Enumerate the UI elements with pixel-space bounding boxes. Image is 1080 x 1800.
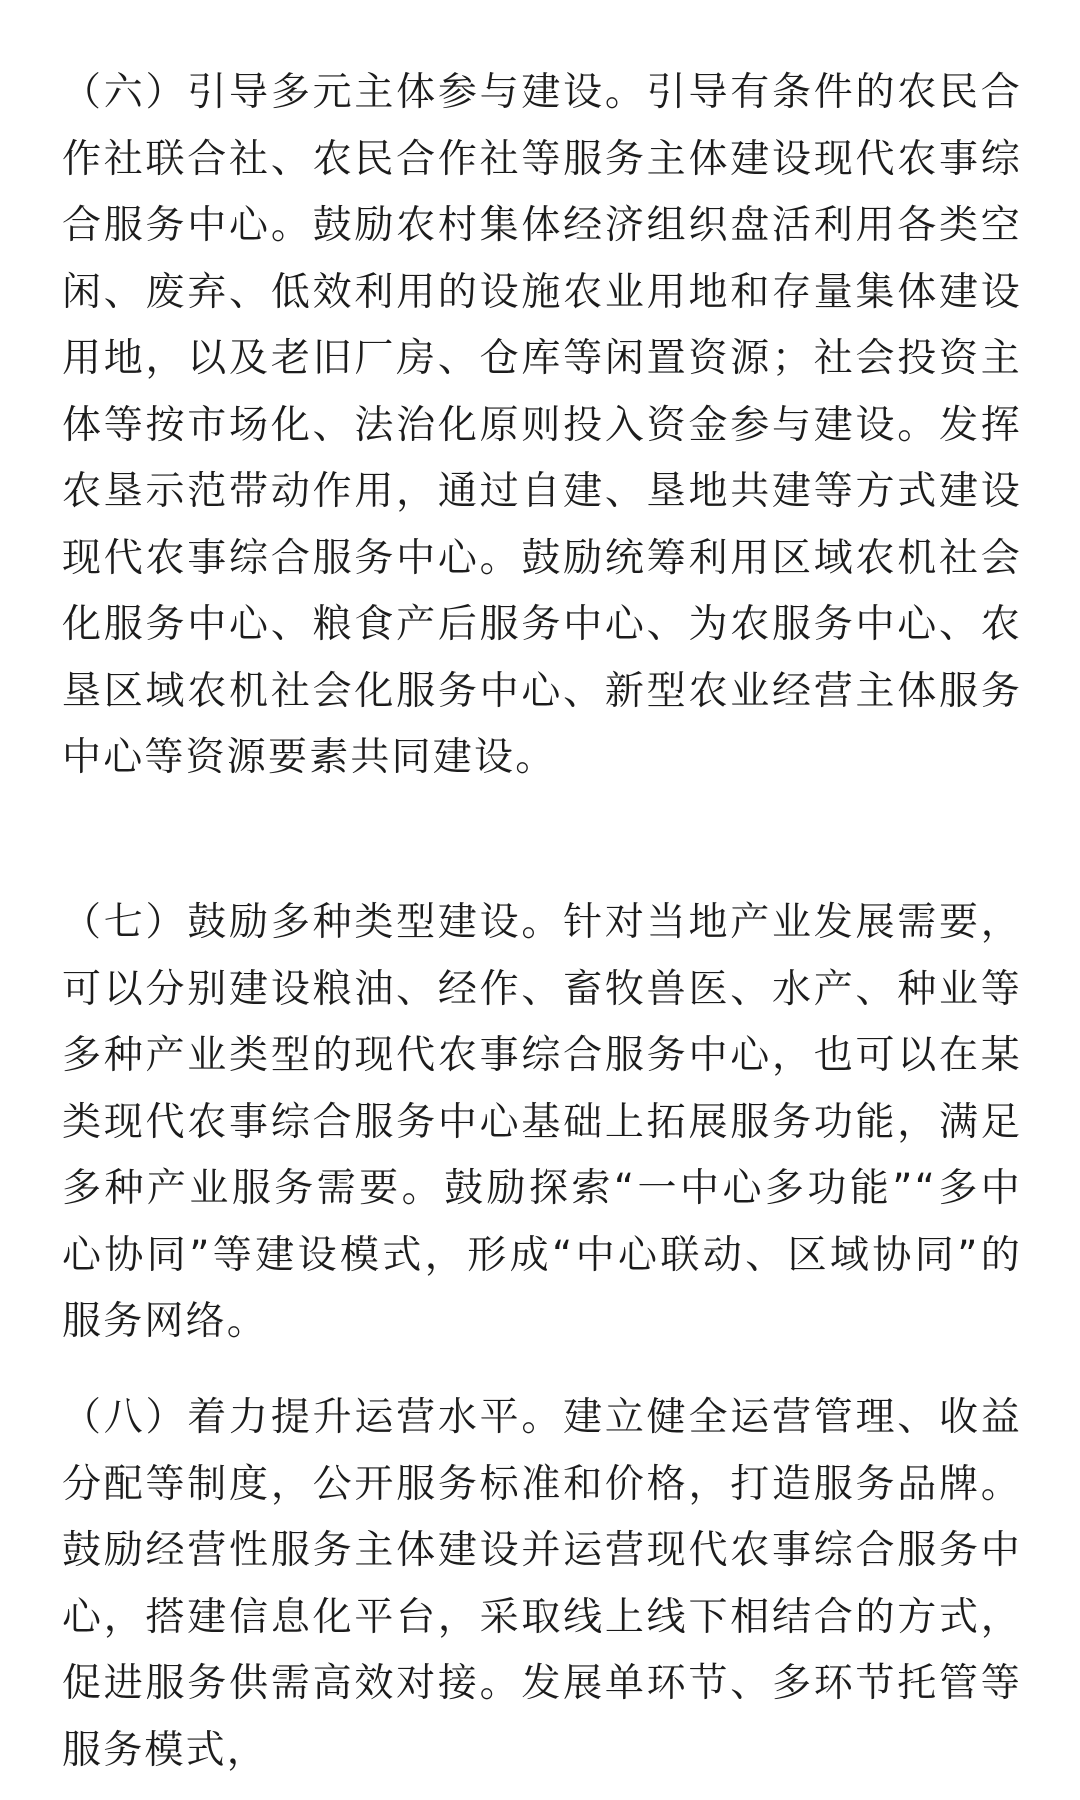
paragraph-seven-multiple-types: （七）鼓励多种类型建设。针对当地产业发展需要，可以分别建设粮油、经作、畜牧兽医、水产、种业等多种产业类型的现代农事综合服务中心，也可以在某类现代农事综合服务中心基础上拓展服务功能，满足多种产业服务需要。鼓励探索“一中心多功能”“多中心协同”等建设模式，形成“中心联动、区域协同”的服务网络。: [62, 900, 1022, 1344]
paragraph-six-diverse-entities: （六）引导多元主体参与建设。引导有条件的农民合作社联合社、农民合作社等服务主体建设现代农事综合服务中心。鼓励农村集体经济组织盘活利用各类空闲、废弃、低效利用的设施农业用地和存量集体建设用地，以及老旧厂房、仓库等闲置资源；社会投资主体等按市场化、法治化原则投入资金参与建设。发挥农垦示范带动作用，通过自建、垦地共建等方式建设现代农事综合服务中心。鼓励统筹利用区域农机社会化服务中心、粮食产后服务中心、为农服务中心、农垦区域农机社会化服务中心、新型农业经营主体服务中心等资源要素共同建设。: [62, 70, 1022, 780]
paragraph-eight-operation-level: （八）着力提升运营水平。建立健全运营管理、收益分配等制度，公开服务标准和价格，打造服务品牌。鼓励经营性服务主体建设并运营现代农事综合服务中心，搭建信息化平台，采取线上线下相结合的方式，促进服务供需高效对接。发展单环节、多环节托管等服务模式，: [62, 1395, 1022, 1773]
